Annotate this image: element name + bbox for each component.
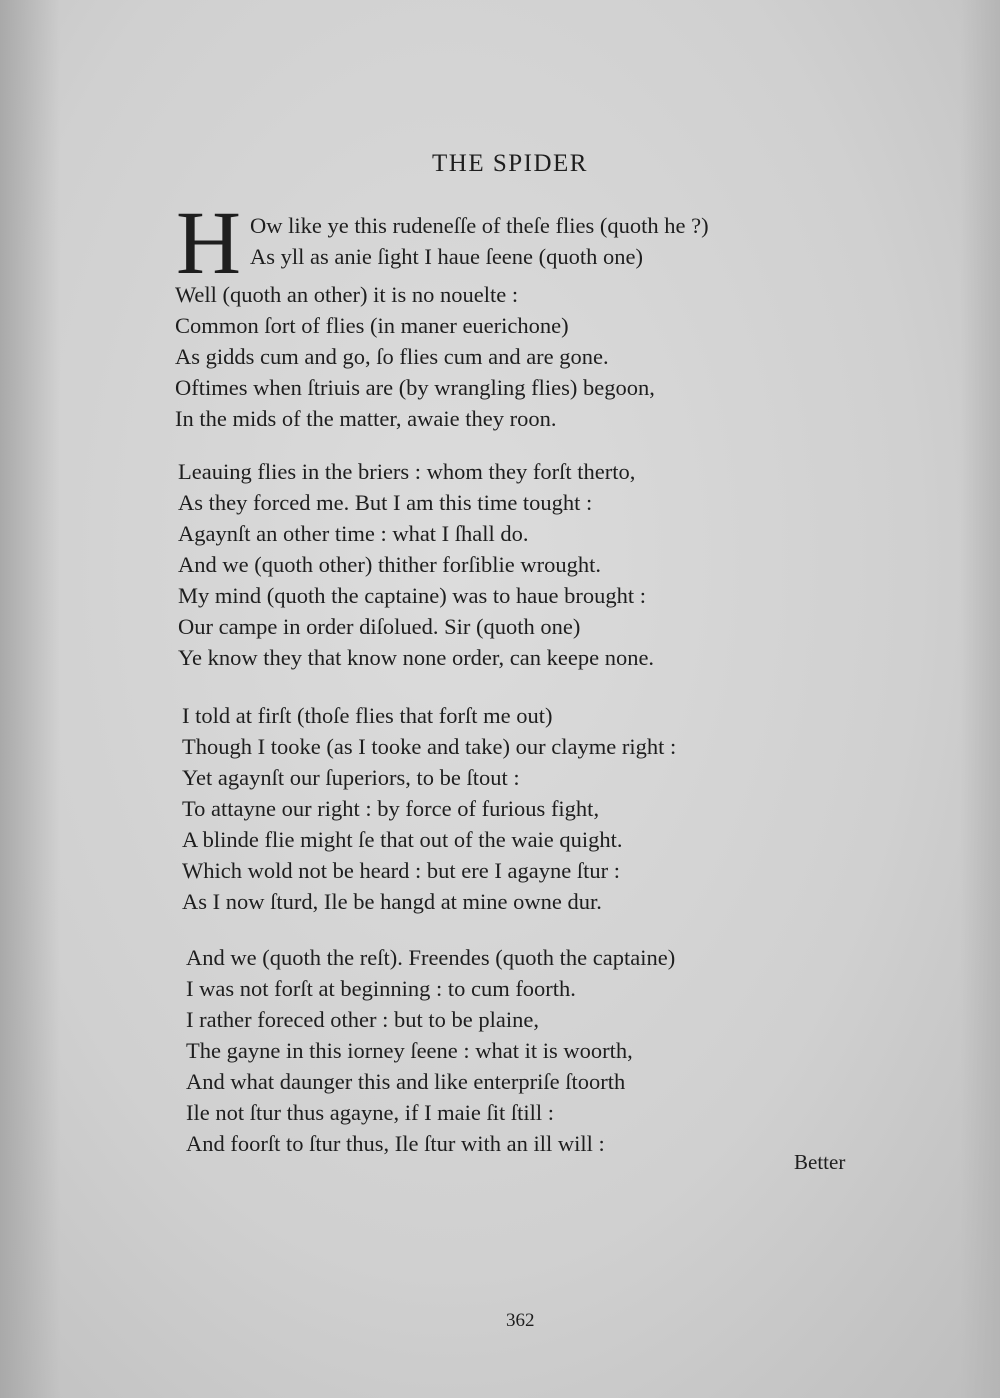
stanza-1 [175, 279, 855, 434]
verse-line: Though I tooke (as I tooke and take) our clayme right : [182, 734, 677, 759]
page-title: THE SPIDER [432, 150, 588, 177]
verse-line: Ye know they that know none order, can keepe none. [178, 645, 655, 670]
verse-line: A blinde flie might ſe that out of the waie quight. [182, 827, 623, 852]
verse-line: As they forced me. But I am this time tought : [178, 490, 593, 515]
verse-line: I told at firſt (thoſe flies that forſt me out) [182, 703, 553, 728]
verse-line: Well (quoth an other) it is no nouelte : [175, 282, 519, 307]
drop-cap: H [176, 194, 241, 293]
verse-line: I was not forſt at beginning : to cum foorth. [186, 976, 576, 1001]
verse-line: As I now ſturd, Ile be hangd at mine owne dur. [182, 889, 602, 914]
stanza-2 [178, 456, 858, 673]
verse-line: Our campe in order diſolued. Sir (quoth one) [178, 614, 581, 639]
page-number: 362 [506, 1310, 535, 1331]
opening-lines [250, 210, 709, 272]
verse-line: Oftimes when ſtriuis are (by wrangling flies) begoon, [175, 375, 655, 400]
verse-line: Which wold not be heard : but ere I agayne ſtur : [182, 858, 620, 883]
verse-line: I rather foreced other : but to be plaine, [186, 1007, 539, 1032]
page-edge-shadow [960, 0, 1000, 1398]
verse-line: And foorſt to ſtur thus, Ile ſtur with an ill will : [186, 1131, 605, 1156]
verse-line: Yet agaynſt our ſuperiors, to be ſtout : [182, 765, 520, 790]
verse-line: Leauing flies in the briers : whom they forſt therto, [178, 459, 636, 484]
verse-line: And what daunger this and like enterpriſe ſtoorth [186, 1069, 626, 1094]
verse-line: Agaynſt an other time : what I ſhall do. [178, 521, 529, 546]
catchword: Better [794, 1150, 846, 1174]
verse-line: To attayne our right : by force of furious fight, [182, 796, 600, 821]
stanza-4 [186, 942, 866, 1159]
verse-line: The gayne in this iorney ſeene : what it is woorth, [186, 1038, 633, 1063]
verse-line: Ow like ye this rudeneſſe of theſe flies (quoth he ?) [250, 213, 709, 238]
verse-line: As yll as anie ſight I haue ſeene (quoth one) [250, 244, 644, 269]
verse-line: In the mids of the matter, awaie they roon. [175, 406, 557, 431]
page-gutter-shadow [0, 0, 60, 1398]
verse-line: My mind (quoth the captaine) was to haue brought : [178, 583, 647, 608]
verse-line: And we (quoth other) thither forſiblie wrought. [178, 552, 602, 577]
stanza-3 [182, 700, 862, 917]
verse-line: And we (quoth the reſt). Freendes (quoth the captaine) [186, 945, 676, 970]
verse-line: As gidds cum and go, ſo flies cum and are gone. [175, 344, 609, 369]
verse-line: Common ſort of flies (in maner euerichone) [175, 313, 569, 338]
verse-line: Ile not ſtur thus agayne, if I maie ſit ſtill : [186, 1100, 555, 1125]
